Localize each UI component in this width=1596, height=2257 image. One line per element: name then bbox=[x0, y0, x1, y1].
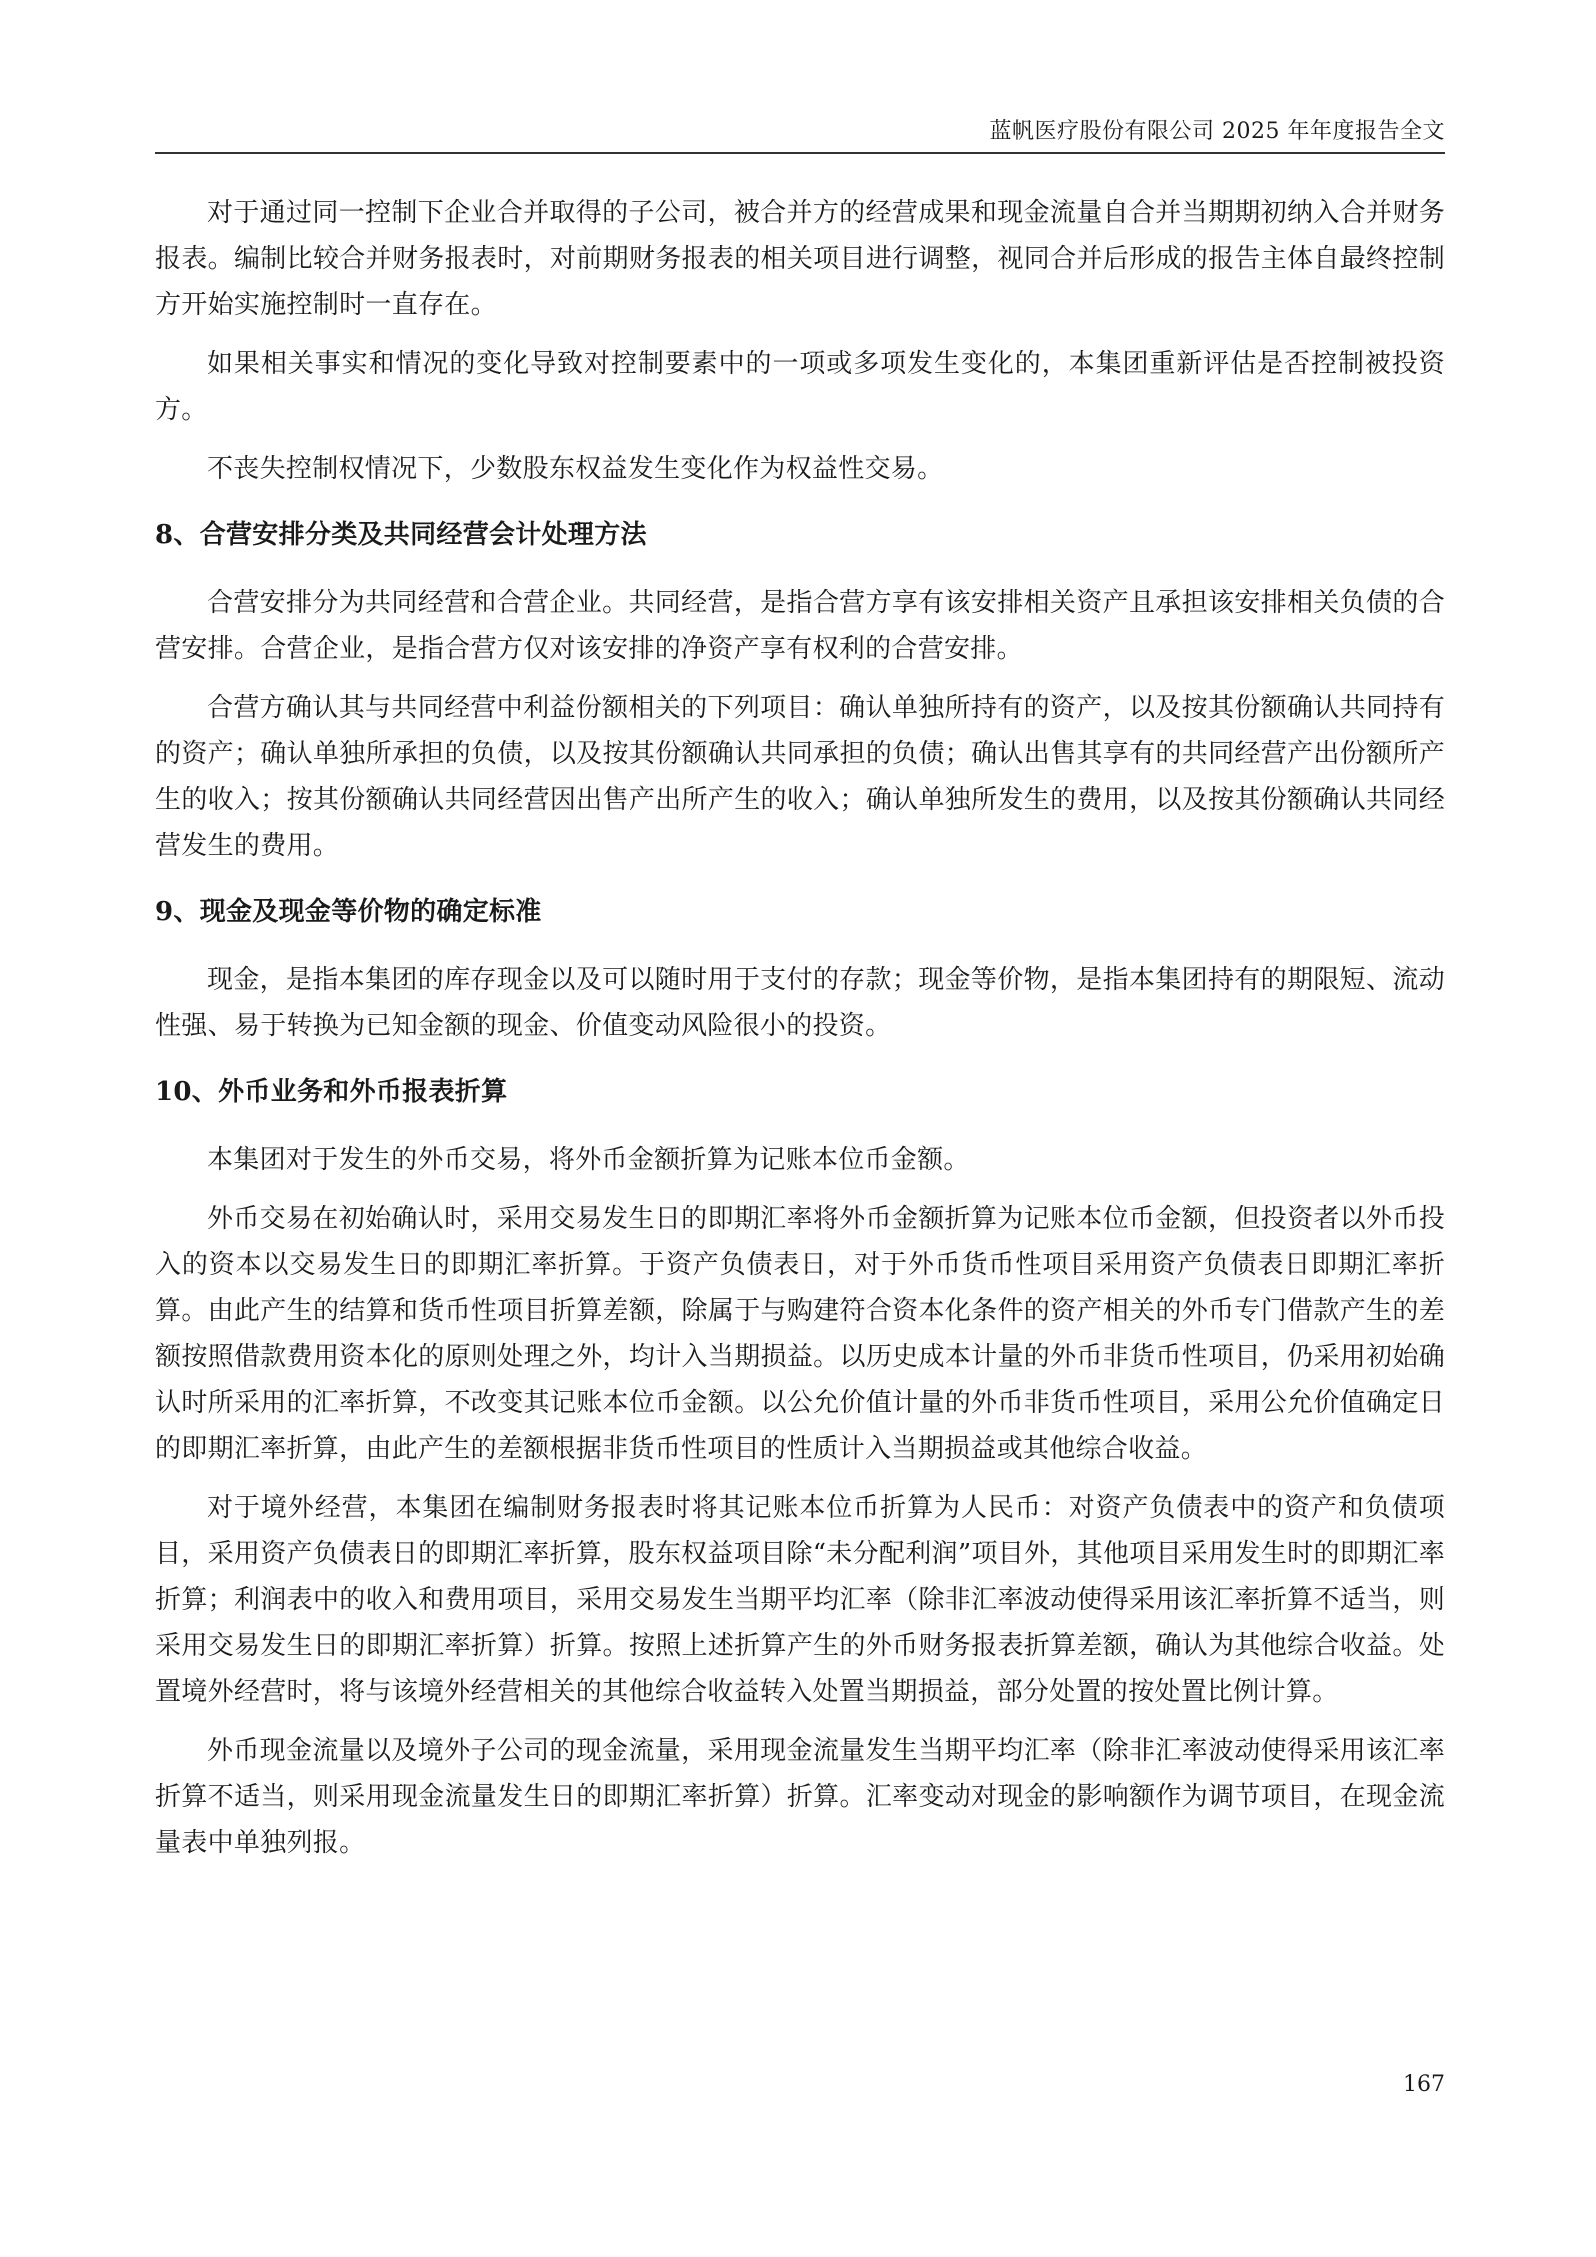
paragraph: 本集团对于发生的外币交易，将外币金额折算为记账本位币金额。 bbox=[207, 1145, 970, 1175]
header-title: 蓝帆医疗股份有限公司 2025 年年度报告全文 bbox=[989, 119, 1445, 144]
paragraph: 合营方确认其与共同经营中利益份额相关的下列项目：确认单独所持有的资产，以及按其份额确认共同持有的资产；确认单独所承担的负债，以及按其份额确认共同承担的负债；确认出售其享有的共同经营产出份额所产生的收入；按其份额确认共同经营因出售产出所产生的收入；确认单独所发生的费用，以及按其份额确认共同经营发生的费用。 bbox=[155, 693, 1445, 861]
section-heading: 8、合营安排分类及共同经营会计处理方法 bbox=[155, 520, 647, 550]
document-body bbox=[155, 190, 1445, 1879]
page-header bbox=[155, 108, 1445, 154]
paragraph: 如果相关事实和情况的变化导致对控制要素中的一项或多项发生变化的，本集团重新评估是否控制被投资方。 bbox=[155, 349, 1445, 425]
paragraph: 外币交易在初始确认时，采用交易发生日的即期汇率将外币金额折算为记账本位币金额，但投资者以外币投入的资本以交易发生日的即期汇率折算。于资产负债表日，对于外币货币性项目采用资产负债表日即期汇率折算。由此产生的结算和货币性项目折算差额，除属于与购建符合资本化条件的资产相关的外币专门借款产生的差额按照借款费用资本化的原则处理之外，均计入当期损益。以历史成本计量的外币非货币性项目，仍采用初始确认时所采用的汇率折算，不改变其记账本位币金额。以公允价值计量的外币非货币性项目，采用公允价值确定日的即期汇率折算，由此产生的差额根据非货币性项目的性质计入当期损益或其他综合收益。 bbox=[155, 1204, 1445, 1464]
paragraph: 外币现金流量以及境外子公司的现金流量，采用现金流量发生当期平均汇率（除非汇率波动使得采用该汇率折算不适当，则采用现金流量发生日的即期汇率折算）折算。汇率变动对现金的影响额作为调节项目，在现金流量表中单独列报。 bbox=[155, 1736, 1445, 1858]
paragraph: 对于通过同一控制下企业合并取得的子公司，被合并方的经营成果和现金流量自合并当期期初纳入合并财务报表。编制比较合并财务报表时，对前期财务报表的相关项目进行调整，视同合并后形成的报告主体自最终控制方开始实施控制时一直存在。 bbox=[155, 198, 1445, 320]
paragraph: 不丧失控制权情况下，少数股东权益发生变化作为权益性交易。 bbox=[207, 454, 944, 484]
section-heading: 9、现金及现金等价物的确定标准 bbox=[155, 897, 542, 927]
paragraph: 现金，是指本集团的库存现金以及可以随时用于支付的存款；现金等价物，是指本集团持有的期限短、流动性强、易于转换为已知金额的现金、价值变动风险很小的投资。 bbox=[155, 965, 1445, 1041]
paragraph: 合营安排分为共同经营和合营企业。共同经营，是指合营方享有该安排相关资产且承担该安排相关负债的合营安排。合营企业，是指合营方仅对该安排的净资产享有权利的合营安排。 bbox=[155, 588, 1445, 664]
paragraph: 对于境外经营，本集团在编制财务报表时将其记账本位币折算为人民币：对资产负债表中的资产和负债项目，采用资产负债表日的即期汇率折算，股东权益项目除“未分配利润”项目外，其他项目采用发生时的即期汇率折算；利润表中的收入和费用项目，采用交易发生当期平均汇率（除非汇率波动使得采用该汇率折算不适当，则采用交易发生日的即期汇率折算）折算。按照上述折算产生的外币财务报表折算差额，确认为其他综合收益。处置境外经营时，将与该境外经营相关的其他综合收益转入处置当期损益，部分处置的按处置比例计算。 bbox=[155, 1493, 1445, 1707]
section-heading: 10、外币业务和外币报表折算 bbox=[155, 1077, 508, 1107]
page-number: 167 bbox=[1403, 2072, 1445, 2097]
